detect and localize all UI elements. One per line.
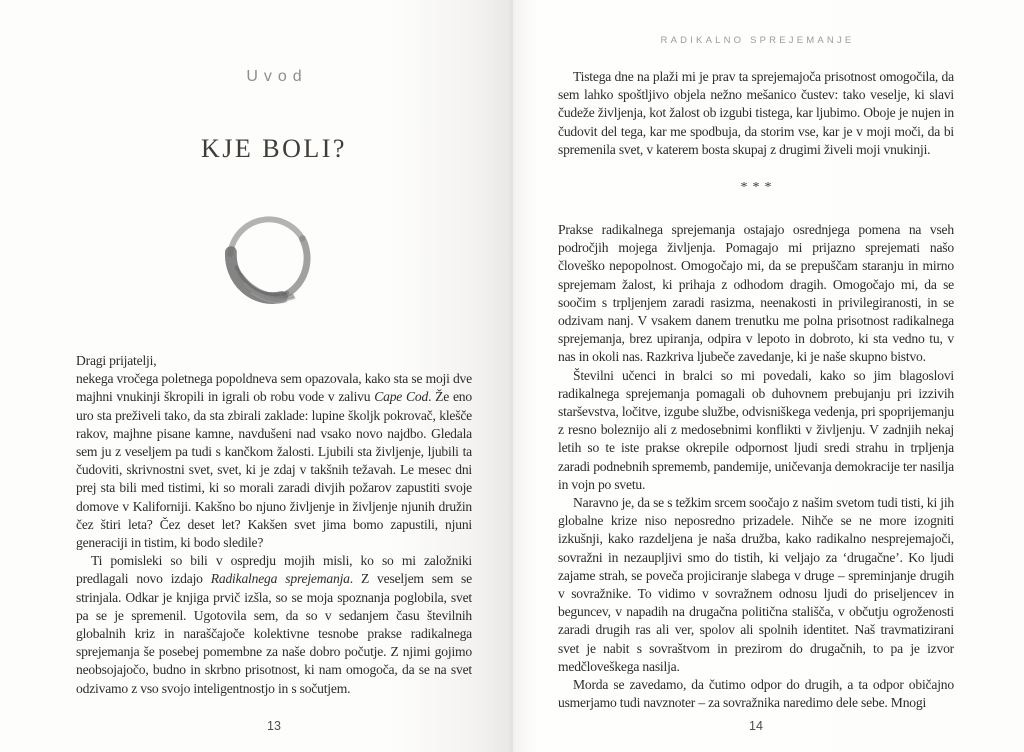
- right-page: [513, 0, 1024, 752]
- page-number-left: 13: [267, 719, 281, 733]
- right-body-top: [558, 68, 954, 159]
- paragraph: Številni učenci in bralci so mi povedali, kako so jim blagoslovi radikalnega sprejemanja pomagali ob duhovnem prebujanju pri izzivih starševstva, ločitve, izgube službe, odvisniškega vedenja, pri spoprijemanju z resno boleznijo ali z medosebnimi konflikti v življenju. V zadnjih nekaj letih so te iste prakse okrepile odpornost ljudi sredi strahu in trpljenja zaradi podnebnih sprememb, pandemije, uničevanja demokracije ter nasilja in vojn po svetu.: [558, 367, 954, 492]
- paragraph: Tistega dne na plaži mi je prav ta sprejemajoča prisotnost omogočila, da sem lahko spoštljivo objela nežno mešanico čustev: tako veselje, ki slavi čudeže življenja, kot žalost ob izgubi tistega, kar ljubimo. Oboje je nujen in čudovit del tega, kar me spodbuja, da storim vse, kar je v moji moči, da bi spremenila svet, v katerem bosta skupaj z drugimi živeli moji vnukinji.: [558, 69, 954, 157]
- page-number-right: 14: [749, 719, 763, 733]
- running-header: RADIKALNO SPREJEMANJE: [660, 35, 855, 46]
- paragraph: Prakse radikalnega sprejemanja ostajajo osrednjega pomena na vseh področjih mojega življenja. Pomagajo mi prijazno sprejemati našo človeško nepopolnost. Omogočajo mi, da se prepuščam staranju in mirno sprejemam žalost, ki prihaja z odhodom dragih. Omogočajo mi, da se soočim s trpljenjem zaradi rasizma, neenakosti in privilegiranosti, in se odzivam nanj. V vsakem danem trenutku me polna prisotnost radikalnega sprejemanja, brez upiranja, odpira v lepoto in dobroto, ki sta vedno tu, v nas in okoli nas. Razkriva ljubeče zavedanje, ki je naše skupno bistvo.: [558, 222, 954, 365]
- right-body-bottom: [558, 221, 954, 712]
- enso-ornament-image: [219, 206, 317, 314]
- chapter-title: KJE BOLI?: [201, 134, 347, 163]
- right-page-body-text: [558, 68, 954, 713]
- section-label: Uvod: [246, 68, 308, 85]
- paragraph: Ti pomisleki so bili v ospredju mojih misli, ko so mi založniki predlagali novo izdajo Radikalnega sprejemanja. Z veseljem sem se strinjala. Odkar je knjiga prvič izšla, so se moja spoznanja poglobila, svet pa se je spremenil. Ugotovila sem, da so v sedanjem času številnih globalnih kriz in naraščajoče kolektivne tesnobe prakse radikalnega sprejemanja še posebej pomembne za naše dobro počutje. Z njimi gojimo neobsojajočo, budno in skrbno prisotnost, ki nam omogoča, da se na svet odzivamo z vso svojo inteligentnostjo in s sočutjem.: [76, 553, 472, 696]
- section-break-separator: ***: [740, 180, 777, 196]
- paragraph: nekega vročega poletnega popoldneva sem opazovala, kako sta se moji dve majhni vnukinji škropili in igrali ob robu vode v zalivu Cape Cod. Že eno uro sta preživeli tako, da sta zbirali zaklade: lupine školjk pokrovač, klešče rakov, majhne pisane kamne, navdušeni nad vsako novo najdbo. Gledala sem ju z veseljem pa tudi s kančkom žalosti. Ljubili sta življenje, ljubili ta čudoviti, skrivnostni svet, svet, ki je zdaj v takšnih težavah. Le mesec dni prej sta bili med tistimi, ki so morali zaradi divjih požarov zapustiti svoje domove v Kaliforniji. Kakšno bo njuno življenje in življenje njunih družin čez štiri leta? Čez deset let? Kakšen svet jima bomo zapustili, njuni generaciji in tistim, ki bodo sledile?: [76, 371, 473, 551]
- paragraph: Naravno je, da se s težkim srcem soočajo z našim svetom tudi tisti, ki jih globalne krize niso neposredno prizadele. Nihče se ne more izogniti izkušnji, kako razdeljena je naša družba, kako radikalno nesprejemajoči, sovražni in nezaupljivi smo do tistih, ki veljajo za ‘drugačne’. Ko ljudi zajame strah, se poveča projiciranje slabega v druge – spreminjanje drugih v sovražnike. To vidimo v sovražnem odnosu ljudi do priseljencev in beguncev, v napadih na drugačna politična stališča, v občutju ogroženosti zaradi drugih ras ali ver, spolov ali spolnih identitet. Naš travmatizirani svet je nabit s sovraštvom in prezirom do drugačnih, to pa je izvor medčloveškega nasilja.: [558, 495, 954, 674]
- paragraph: Morda se zavedamo, da čutimo odpor do drugih, a ta odpor običajno usmerjamo tudi navznoter – za sovražnika naredimo dele sebe. Mnogi: [558, 677, 954, 711]
- paragraph: Dragi prijatelji,: [76, 353, 157, 368]
- left-page-body-text: [76, 352, 472, 698]
